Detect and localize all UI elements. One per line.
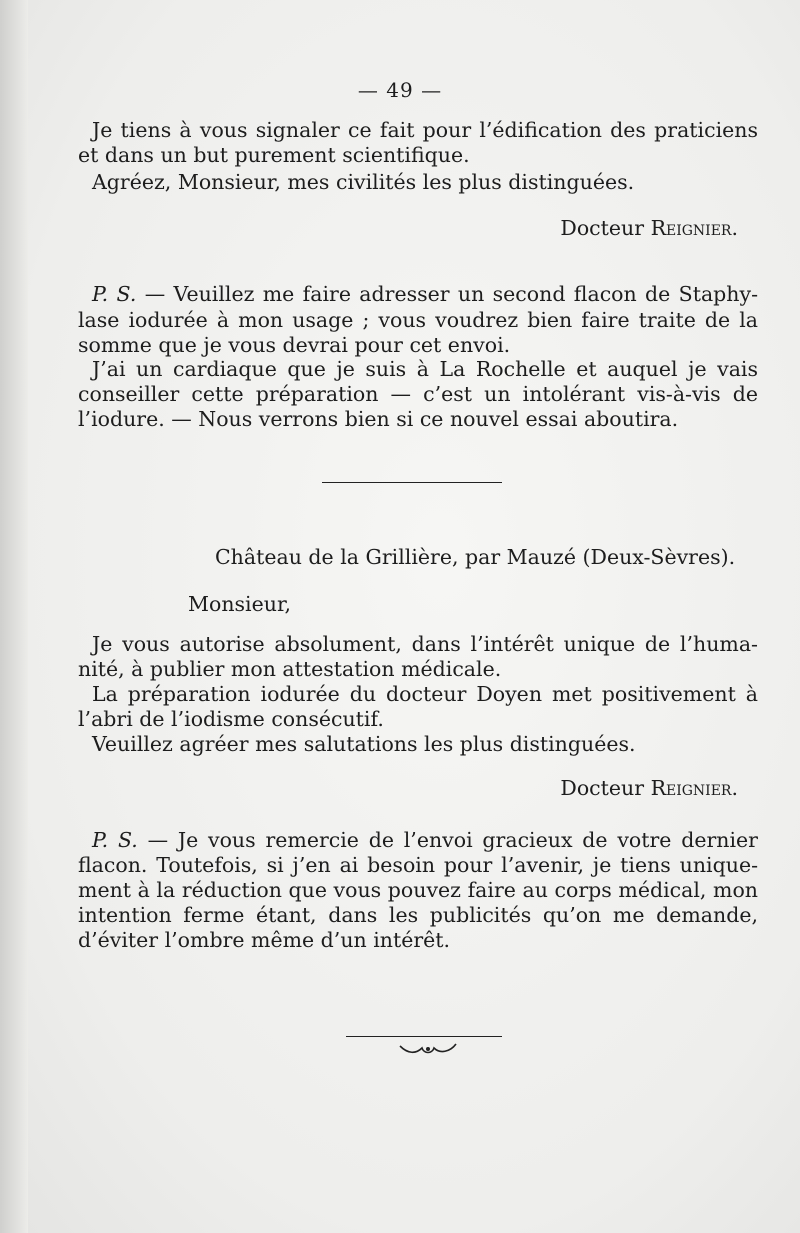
letter2-ps-line2: flacon. Toutefois, si j’en ai besoin pour l’avenir, je tiens unique- — [78, 853, 758, 877]
letter2-ps-line1 — [92, 828, 758, 852]
letter2-p2-line1: La préparation iodurée du docteur Doyen met positivement à — [92, 682, 758, 706]
letter2-signature-name: Reignier. — [650, 776, 738, 800]
page-gutter-shadow — [0, 0, 28, 1233]
letter1-closing: Agréez, Monsieur, mes civilités les plus distinguées. — [92, 170, 635, 194]
letter1-ps-line2: lase iodurée à mon usage ; vous voudrez bien faire traite de la — [78, 308, 758, 332]
letter2-p1-line2: nité, à publier mon attestation médicale. — [78, 657, 502, 681]
section-divider — [322, 482, 502, 483]
letter1-ps-label: P. S. — [92, 282, 137, 306]
letter1-p1-line1: Je tiens à vous signaler ce fait pour l’édification des praticiens — [92, 118, 758, 142]
letter1-p3-line2: conseiller cette préparation — c’est un intolérant vis-à-vis de — [78, 382, 758, 406]
letter2-signature-title: Docteur — [560, 776, 645, 800]
letter2-signature — [78, 776, 738, 800]
letter1-signature-name: Reignier. — [650, 216, 738, 240]
end-rule — [346, 1036, 502, 1037]
flourish-ornament — [398, 1040, 458, 1060]
page-number: — 49 — — [357, 78, 443, 102]
letter2-p2-line2: l’abri de l’iodisme consécutif. — [78, 707, 384, 731]
letter1-signature-title: Docteur — [560, 216, 645, 240]
letter1-p1-line2: et dans un but purement scientifique. — [78, 143, 470, 167]
letter1-ps-line1 — [92, 282, 758, 306]
letter2-closing: Veuillez agréer mes salutations les plus distinguées. — [92, 732, 636, 756]
letter2-ps-line3: ment à la réduction que vous pouvez faire au corps médical, mon — [78, 878, 758, 902]
letter1-p3-line1: J’ai un cardiaque que je suis à La Rochelle et auquel je vais — [92, 357, 758, 381]
letter1-ps-line3: somme que je vous devrai pour cet envoi. — [78, 333, 511, 357]
letter1-p3-line3: l’iodure. — Nous verrons bien si ce nouvel essai aboutira. — [78, 407, 679, 431]
letter2-ps-label: P. S. — [92, 828, 138, 852]
letter2-ps-line5: d’éviter l’ombre même d’un intérêt. — [78, 928, 451, 952]
letter2-ps-text: — Je vous remercie de l’envoi gracieux de votre dernier — [137, 828, 758, 852]
letter2-ps-line4: intention ferme étant, dans les publicités qu’on me demande, — [78, 903, 758, 927]
letter2-p1-line1: Je vous autorise absolument, dans l’intérêt unique de l’huma- — [92, 632, 758, 656]
letter1-signature — [78, 216, 738, 240]
letter2-address: Château de la Grillière, par Mauzé (Deux-Sèvres). — [215, 545, 736, 569]
letter2-salutation: Monsieur, — [188, 592, 292, 616]
letter1-ps-text: — Veuillez me faire adresser un second flacon de Staphy- — [136, 282, 758, 306]
